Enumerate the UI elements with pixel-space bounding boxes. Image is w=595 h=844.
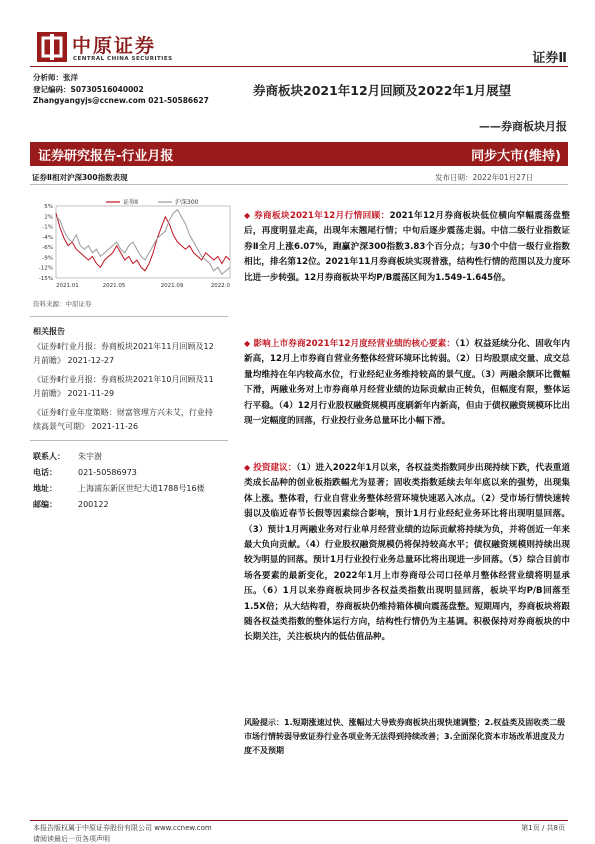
y-tick-label: -9% — [42, 255, 53, 262]
x-tick-label: 2021.05 — [102, 283, 126, 289]
contact-address: 地址： 上海浦东新区世纪大道1788号16楼 — [33, 484, 205, 493]
paragraph-market-review — [244, 208, 570, 286]
x-tick-label: 2021.09 — [160, 283, 184, 289]
chart-title: 证券Ⅱ相对沪深300指数表现 — [32, 173, 128, 182]
publish-date: 发布日期：2022年01月27日 — [435, 173, 534, 182]
paragraph-heading: 投资建议： — [253, 463, 297, 473]
y-tick-label: 2% — [44, 214, 53, 221]
chart-source: 资料来源：中原证券 — [33, 300, 92, 308]
brand-name-cn: 中原证券 — [72, 35, 157, 57]
contact-zip: 邮编： 200122 — [33, 500, 109, 509]
x-tick-label: 2021.01 — [56, 283, 79, 289]
y-tick-label: -4% — [42, 234, 53, 241]
legend-label: 证券Ⅱ — [123, 199, 138, 206]
brand-logo-icon — [37, 32, 67, 62]
section-rule — [30, 184, 568, 185]
brand-name-en: CENTRAL CHINA SECURITIES — [73, 56, 173, 62]
analyst-name: 分析师：张洋 — [33, 73, 78, 82]
legend-label: 沪深300 — [175, 199, 199, 206]
header-rule — [30, 66, 568, 67]
footer-disclaimer: 请阅读最后一页各项声明 — [33, 835, 110, 843]
related-report-item[interactable]: 《证券Ⅱ行业月报：券商板块2021年11月回顾及12月前瞻》 2021-12-27 — [33, 342, 214, 365]
paragraph-text: （1）进入2022年1月以来，各权益类指数同步出现持续下跌，代表重道类成长品种的创业板指跌幅尤为显著；固收类指数延续去年年底以来的强势，出现集体上涨。整体看，行业自营业务整体经营环境快速恶入冰点。（2）受市场行情快速转弱以及临近春节长假等因素综合影响，预计1月行业经纪业务环比将出现明显回落。（3）预计1月两融业务对行业单月经营业绩的边际贡献将持续为负，并将创近一年来最大负向贡献。（4）行业股权融资规模仍将保持较高水平；债权融资规模则持续出现较为明显的回落。预计1月行业投行业务总量环比将出现进一步回落。（5）综合目前市场各要素的最新变化，2022年1月上市券商母公司口径单月整体经营业绩将明显承压。（6）1月以来券商板块同步各权益类指数出现明显回落，板块平均P/B回落至1.5X倍；从大结构看，券商板块仍维持箱体横向震荡盘整。短期周内，券商板块将跟随各权益类指数的整体运行方向，结构性行情仍为主基调。积极保持对券商板块的中长期关注，关注板块内的低估值品种。 — [244, 463, 570, 643]
series-line-0 — [56, 213, 230, 271]
risk-warning — [244, 716, 570, 758]
analyst-reg-code: 登记编码：S0730516040002 — [33, 85, 144, 94]
bullet-icon: ◆ — [244, 463, 251, 472]
y-tick-label: -6% — [42, 245, 53, 252]
paragraph-text: 2021年12月券商板块低位横向窄幅震荡盘整后，再度明显走高，出现年末翘尾行情；中旬后逐步震荡走弱。中信二级行业指数证券Ⅱ全月上涨6.07%，跑赢沪深300指数3.83个百分点；与30个中信一级行业指数相比，排名第12位。2021年11月券商板块实现普涨，结构性行情的范围以及力度环比进一步转强。12月券商板块平均P/B震荡区间为1.549-1.645倍。 — [244, 211, 570, 283]
report-type: 证券研究报告-行业月报 — [38, 149, 174, 164]
left-rule-2 — [30, 440, 228, 441]
related-reports-header: 相关报告 — [33, 327, 65, 336]
paragraph-text: （1）权益延续分化、固收年内新高，12月上市券商自营业务整体经营环境环比转弱。（2）日均股票成交量、成交总量均维持在年内较高水位，行业经纪业务维持较高的景气度。（3）两融余额环比微幅下滑，两融业务对上市券商单月经营业绩的边际贡献由正转负，但幅度有限，整体运行平稳。（4）12月行业股权融资规模再度刷新年内新高，但由于债权融资规模环比出现一定幅度的回落，行业投行业务总量环比小幅下滑。 — [244, 339, 571, 427]
risk-text: 1.短期涨速过快、涨幅过大导致券商板块出现快速调整；2.权益类及固收类二级市场行情转弱导致证券行业各项业务无法得到持续改善；3.全面深化资本市场改革进度及力度不及预期 — [244, 718, 566, 755]
contact-person: 联系人： 朱宇澍 — [33, 452, 102, 461]
y-tick-label: 5% — [44, 204, 53, 210]
y-tick-label: -12% — [38, 265, 53, 272]
page-number: 第1页 / 共8页 — [521, 824, 565, 832]
y-tick-label: -1% — [42, 224, 53, 231]
paragraph-heading: 券商板块2021年12月行情回顾： — [253, 211, 390, 221]
report-title: 券商板块2021年12月回顾及2022年1月展望 — [253, 83, 512, 98]
paragraph-investment-advice — [244, 460, 570, 646]
series-line-1 — [56, 210, 230, 275]
bullet-icon: ◆ — [244, 339, 251, 348]
report-subtitle: ——券商板块月报 — [479, 120, 567, 133]
x-tick-label: 2022.0 — [210, 283, 230, 289]
paragraph-core-factors — [244, 336, 570, 429]
left-rule-1 — [30, 316, 228, 317]
related-report-item[interactable]: 《证券Ⅱ行业月报：券商板块2021年10月回顾及11月前瞻》 2021-11-29 — [33, 375, 214, 398]
risk-label: 风险提示： — [244, 718, 284, 727]
plot-frame — [56, 206, 230, 278]
performance-chart — [30, 196, 235, 298]
contact-phone: 电话： 021-50586973 — [33, 468, 137, 477]
footer-rule — [30, 820, 568, 821]
rating: 同步大市(维持) — [471, 149, 561, 164]
related-report-item[interactable]: 《证券Ⅱ行业年度策略：财富管理方兴未艾，行业持续高景气可期》 2021-11-26 — [33, 408, 213, 431]
bullet-icon: ◆ — [244, 211, 251, 220]
sector-tag: 证券Ⅱ — [532, 51, 567, 66]
paragraph-heading: 影响上市券商2021年12月度经营业绩的核心要素： — [253, 339, 456, 349]
analyst-contact: Zhangyangyjs@ccnew.com 021-50586627 — [33, 96, 209, 105]
y-tick-label: -15% — [38, 276, 53, 282]
footer-copyright: 本报告版权属于中原证券股份有限公司 www.ccnew.com — [33, 824, 212, 832]
